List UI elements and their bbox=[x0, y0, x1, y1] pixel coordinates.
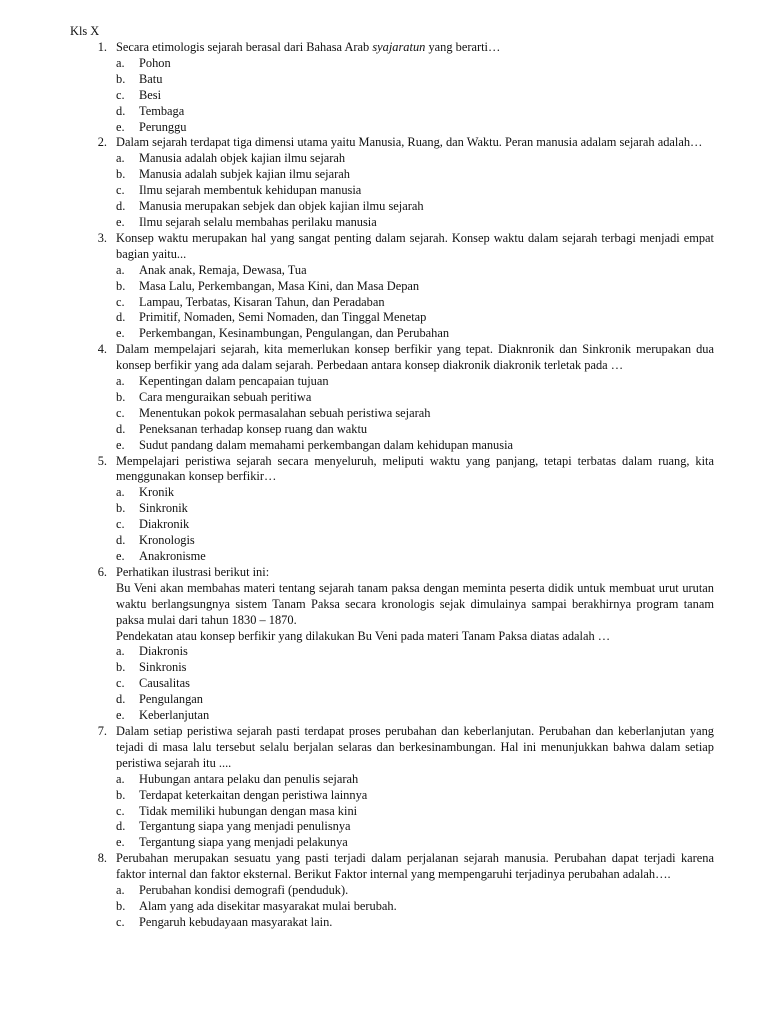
question-2 bbox=[70, 135, 714, 230]
option-a: a. Manusia adalah objek kajian ilmu sejarah bbox=[116, 151, 346, 166]
question-text: Dalam sejarah terdapat tiga dimensi utama yaitu Manusia, Ruang, dan Waktu. Peran manusia adalam sejarah adalah… bbox=[116, 135, 703, 150]
question-number: 2. bbox=[97, 135, 107, 150]
option-c: c. Diakronik bbox=[116, 517, 190, 532]
question-number: 3. bbox=[97, 230, 107, 245]
question-text: Secara etimologis sejarah berasal dari Bahasa Arab syajaratun yang berarti… bbox=[116, 40, 501, 54]
option-e: e. Anakronisme bbox=[116, 549, 206, 563]
option-d: d. Tembaga bbox=[116, 103, 185, 118]
option-a: a. Hubungan antara pelaku dan penulis sejarah bbox=[116, 771, 359, 786]
question-number: 7. bbox=[97, 723, 107, 738]
question-1 bbox=[70, 40, 714, 135]
option-d: d. Peneksanan terhadap konsep ruang dan waktu bbox=[116, 421, 368, 436]
option-d: d. Manusia merupakan sebjek dan objek kajian ilmu sejarah bbox=[116, 199, 424, 214]
option-d: d. Kronologis bbox=[116, 533, 195, 548]
option-a: a. Anak anak, Remaja, Dewasa, Tua bbox=[116, 262, 307, 277]
option-e: e. Ilmu sejarah selalu membahas perilaku manusia bbox=[116, 214, 377, 229]
italic-term: syajaratun bbox=[372, 40, 426, 54]
question-prompt: Pendekatan atau konsep berfikir yang dilakukan Bu Veni pada materi Tanam Paksa diatas adalah … bbox=[116, 628, 611, 643]
question-number: 4. bbox=[97, 342, 107, 357]
option-e: e. Tergantung siapa yang menjadi pelakunya bbox=[116, 835, 348, 850]
option-a: a. Perubahan kondisi demografi (penduduk). bbox=[116, 883, 349, 898]
class-header: Kls X bbox=[70, 24, 100, 38]
option-d: d. Pengulangan bbox=[116, 692, 204, 707]
option-c: c. Causalitas bbox=[116, 676, 190, 691]
option-c: c. Menentukan pokok permasalahan sebuah peristiwa sejarah bbox=[116, 405, 431, 420]
illustration-paragraph: Bu Veni akan membahas materi tentang sejarah tanam paksa dengan meminta peserta didik untuk membuat urut urutan waktu berlangsungnya sistem Tanam Paksa secara kronologis sejak dimulainya sampai berakhirnya program tanam paksa mulai dari tahun 1830 – 1870. bbox=[116, 580, 714, 627]
question-text: Mempelajari peristiwa sejarah secara menyeluruh, meliputi waktu yang panjang, tetapi terbatas dalam ruang, kita menggunakan konsep berfikir… bbox=[116, 453, 714, 484]
option-b: b. Masa Lalu, Perkembangan, Masa Kini, dan Masa Depan bbox=[116, 278, 420, 293]
option-e: e. Perkembangan, Kesinambungan, Pengulangan, dan Perubahan bbox=[116, 326, 450, 341]
option-a: a. Kepentingan dalam pencapaian tujuan bbox=[116, 374, 329, 389]
option-c: c. Tidak memiliki hubungan dengan masa kini bbox=[116, 803, 358, 818]
question-3 bbox=[70, 231, 714, 342]
option-a: a. Pohon bbox=[116, 55, 171, 70]
question-number: 5. bbox=[97, 453, 107, 468]
question-number: 1. bbox=[97, 40, 107, 54]
option-a: a. Diakronis bbox=[116, 644, 188, 659]
option-b: b. Sinkronik bbox=[116, 501, 188, 516]
option-c: c. Ilmu sejarah membentuk kehidupan manusia bbox=[116, 183, 362, 198]
question-text: Konsep waktu merupakan hal yang sangat penting dalam sejarah. Konsep waktu dalam sejarah terbagi menjadi empat bagian yaitu... bbox=[116, 230, 714, 261]
option-b: b. Batu bbox=[116, 71, 163, 86]
question-8 bbox=[70, 851, 714, 931]
question-7 bbox=[70, 724, 714, 851]
question-text: Dalam mempelajari sejarah, kita memerlukan konsep berfikir yang tepat. Diaknronik dan Sinkronik merupakan dua konsep berfikir yang ada dalam sejarah. Perbedaan antara konsep diakronik diakronik terletak pada … bbox=[116, 342, 714, 373]
option-e: e. Perunggu bbox=[116, 119, 187, 134]
question-text: Perubahan merupakan sesuatu yang pasti terjadi dalam perjalanan sejarah manusia. Perubahan dapat terjadi karena faktor internal dan faktor eksternal. Berikut Faktor internal yang mempengaruhi terjadinya perubahan adalah…. bbox=[116, 851, 714, 882]
option-c: c. Lampau, Terbatas, Kisaran Tahun, dan Peradaban bbox=[116, 294, 385, 309]
option-b: b. Cara menguraikan sebuah peritiwa bbox=[116, 389, 312, 404]
option-e: e. Keberlanjutan bbox=[116, 708, 210, 723]
option-b: b. Sinkronis bbox=[116, 660, 187, 675]
option-c: c. Besi bbox=[116, 87, 162, 102]
question-text: Perhatikan ilustrasi berikut ini: bbox=[116, 564, 270, 579]
question-4 bbox=[70, 342, 714, 453]
option-a: a. Kronik bbox=[116, 485, 175, 500]
option-b: b. Alam yang ada disekitar masyarakat mulai berubah. bbox=[116, 898, 397, 913]
question-number: 8. bbox=[97, 851, 107, 866]
question-text: Dalam setiap peristiwa sejarah pasti terdapat proses perubahan dan keberlanjutan. Perubahan dan keberlanjutan yang tejadi di masa lalu tersebut selalu berjalan selaras dan berkesinambungan. Hal ini menunjukkan bahwa dalam setiap peristiwa sejarah itu .... bbox=[116, 723, 714, 770]
question-number: 6. bbox=[97, 564, 107, 579]
option-e: e. Sudut pandang dalam memahami perkembangan dalam kehidupan manusia bbox=[116, 437, 514, 452]
question-5 bbox=[70, 454, 714, 565]
option-b: b. Terdapat keterkaitan dengan peristiwa lainnya bbox=[116, 787, 368, 802]
option-c: c. Pengaruh kebudayaan masyarakat lain. bbox=[116, 914, 333, 929]
option-b: b. Manusia adalah subjek kajian ilmu sejarah bbox=[116, 167, 350, 182]
option-d: d. Primitif, Nomaden, Semi Nomaden, dan Tinggal Menetap bbox=[116, 310, 427, 325]
option-d: d. Tergantung siapa yang menjadi penulisnya bbox=[116, 819, 351, 834]
question-6 bbox=[70, 565, 714, 724]
